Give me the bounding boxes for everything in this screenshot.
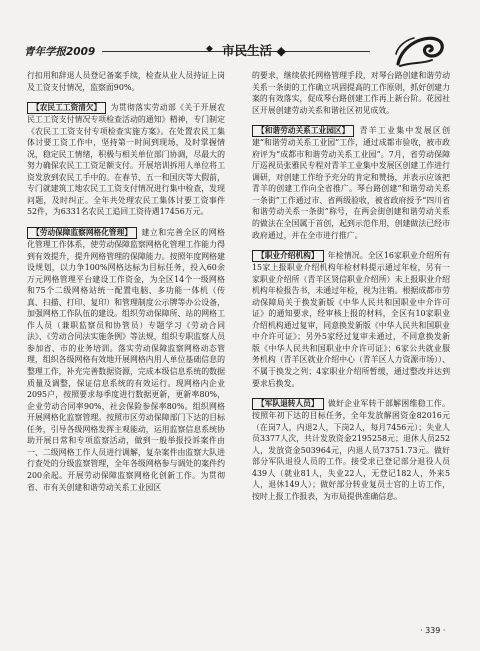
section-body: 建立和完善全区的网格化管理工作体系，使劳动保障监察网格化管理工作能力得到有效提升，提升网格管理的保障能力。按照年度网格建设规划，以力争100%网格达标为目标任务，投入60余万元网格管理平台建设工作资金，为全区14个一级网格和75个二级网格站统一配置电脑、多功能一体机（传真、扫描、打印、复印）和管理制度公示牌等办公设备，加强网格工作队伍的建设。组织劳动保障所、站的网格工作人员（兼职监察员和协管员）专题学习《劳动合同法》、《劳动合同法实施条例》等法规，组织专职监察人员参加省、市的业务培训。落实劳动保障监察网格动态管理，组织各级网格有效地开展网格内用人单位基础信息的整理工作，补充完善数据资源，完成本级信息系统的数据质量及调整，保证信息系统的有效运行。现网格内企业2095户，按照要求每季度进行数据更新，更新率80%，企业劳动合同率90%，社会保险参保率80%。组织网格开展网格化监察管理。按照市区劳动保障部门下达的目标任务，引导各级网格发挥主观能动，运用监察信息系统协助开展日常和专项监察活动，做到一般举报投诉案件由一、二级网格工作人员进行调解，复杂案件由监察大队进行查处的分级监察管理，全年各级网格参与调处的案件约200余起。开展劳动保障监察网格化创新工作。为贯彻省、市有关创建和谐劳动关系工业园区	[27, 228, 225, 492]
issue-label: 青年学报2009	[24, 46, 96, 58]
section-body: 做好企业军转干部解困维稳工作。按照年初下达的目标任务，全年发放解困资金82016元（在岗7人，内退2人，下岗2人，每月7456元）；失业人员3377人次，共计发放资金2195258元；退休人员252人，发放资金503964元，内退人员73751.73元。做好部分军队退役人员的工作。接受求已登记部分退役人员439人（就业81人，失业22人，无登记182人，外来5人，退休149人）；做好部分转业复员士官的上访工作，按时上报工作报表，为市局提供准确信息。	[252, 399, 450, 501]
section-grid-management	[27, 227, 225, 493]
section-title-text: 市民生活	[222, 43, 273, 58]
section-body: 为贯彻落实劳动部《关于开展农民工工资支付情况专项检查活动的通知》精神，专门制定《农民工工资支付专项检查实施方案》。在处置农民工集体讨要工资工作中，坚持第一时间到现场，及时掌握情况，稳定民工情绪，积极与相关单位部门协调，尽最大的努力确保农民工工资足额支付。开展培训拆用人单位将工资发放到农民工手中的。在春节、五一和国庆等大假前，专门就建筑工地农民工工资支付情况进行集中检查，发现问题，及时纠正。全年共处理农民工集体讨要工资事件52件，为6331名农民工追回工资待遇17456万元。	[27, 103, 225, 217]
section-title	[222, 41, 286, 59]
swirl-logo-icon	[392, 30, 448, 70]
section-heading: 【劳动保障监察网格化管理】	[27, 227, 137, 239]
section-heading: 【和谐劳动关系工业园区】	[252, 125, 354, 137]
section-body: 年检情况。全区16家职业介绍所有15家上报职业介绍机构年检材料提示通过年检，另有一家职业介绍所（青羊区贤信职业介绍所）未上报职业介绍机构年检报告书，未通过年检，视为注销。根据成都市劳动保障局关于换发新版《中华人民共和国职业中介许可证》的通知要求，经审核上报的材料，全区有10家职业介绍机构通过复审，同意换发新版《中华人民共和国职业中介许可证》；另外5家经过复审未通过，不同意换发新版《中华人民共和国职业中介许可证》；6家公共就业服务机构（青羊区就业介绍中心（青羊区人力资源市场））、不属于换发之列；4家职业介绍所暂缓，通过整改并达到要求后换发。	[252, 251, 450, 388]
page-header	[0, 30, 480, 64]
page-number: · 339 ·	[420, 626, 446, 635]
diamond-icon: ◆	[206, 44, 213, 54]
section-harmonious-park	[252, 125, 450, 241]
right-column	[252, 70, 450, 503]
section-heading: 【农民工工资清欠】	[27, 102, 106, 114]
left-column	[27, 70, 225, 493]
right-intro: 的要求，继续依托网格管理手段，对琴台路创建和谐劳动关系一条街的工作确立巩固提高的工作原则，抓好创建力案的有效落实，促成琴台路创建工作再上新台阶。花园社区开展创建劳动关系和谐社区初见成效。	[252, 71, 450, 115]
section-job-agencies	[252, 250, 450, 389]
left-intro: 行扣用和辞退人员登记备案手续，检查从业人员持证上岗及工资支付情况，监察面90%。	[27, 71, 225, 92]
diamond-icon: ◆	[276, 43, 286, 58]
section-heading: 【军队退转人员】	[252, 398, 324, 410]
section-body: 青羊工业集中发展区创建“和谐劳动关系工业园”工作，通过成都市验收，被市政府评为“成都市和谐劳动关系工业园”。7月，省劳动保障厅巡视员张雅民专程对青羊工业集中发展区创建工作进行调研，对创建工作给予充分的肯定和赞扬，并表示应该把青羊的创建工作向全省推广。琴台路创建“和谐劳动关系一条街”工作通过市、省两级验收，被省政府授予“四川省和谐劳动关系一条街”称号，在两会街创建和谐劳动关系的做法在全国属于首创，起到示范作用，创建做法已经市政府通过，并在全市进行推广。	[252, 126, 450, 240]
section-heading: 【职业介绍机构】	[252, 250, 324, 262]
section-veterans	[252, 398, 450, 502]
section-wage-arrears	[27, 102, 225, 218]
